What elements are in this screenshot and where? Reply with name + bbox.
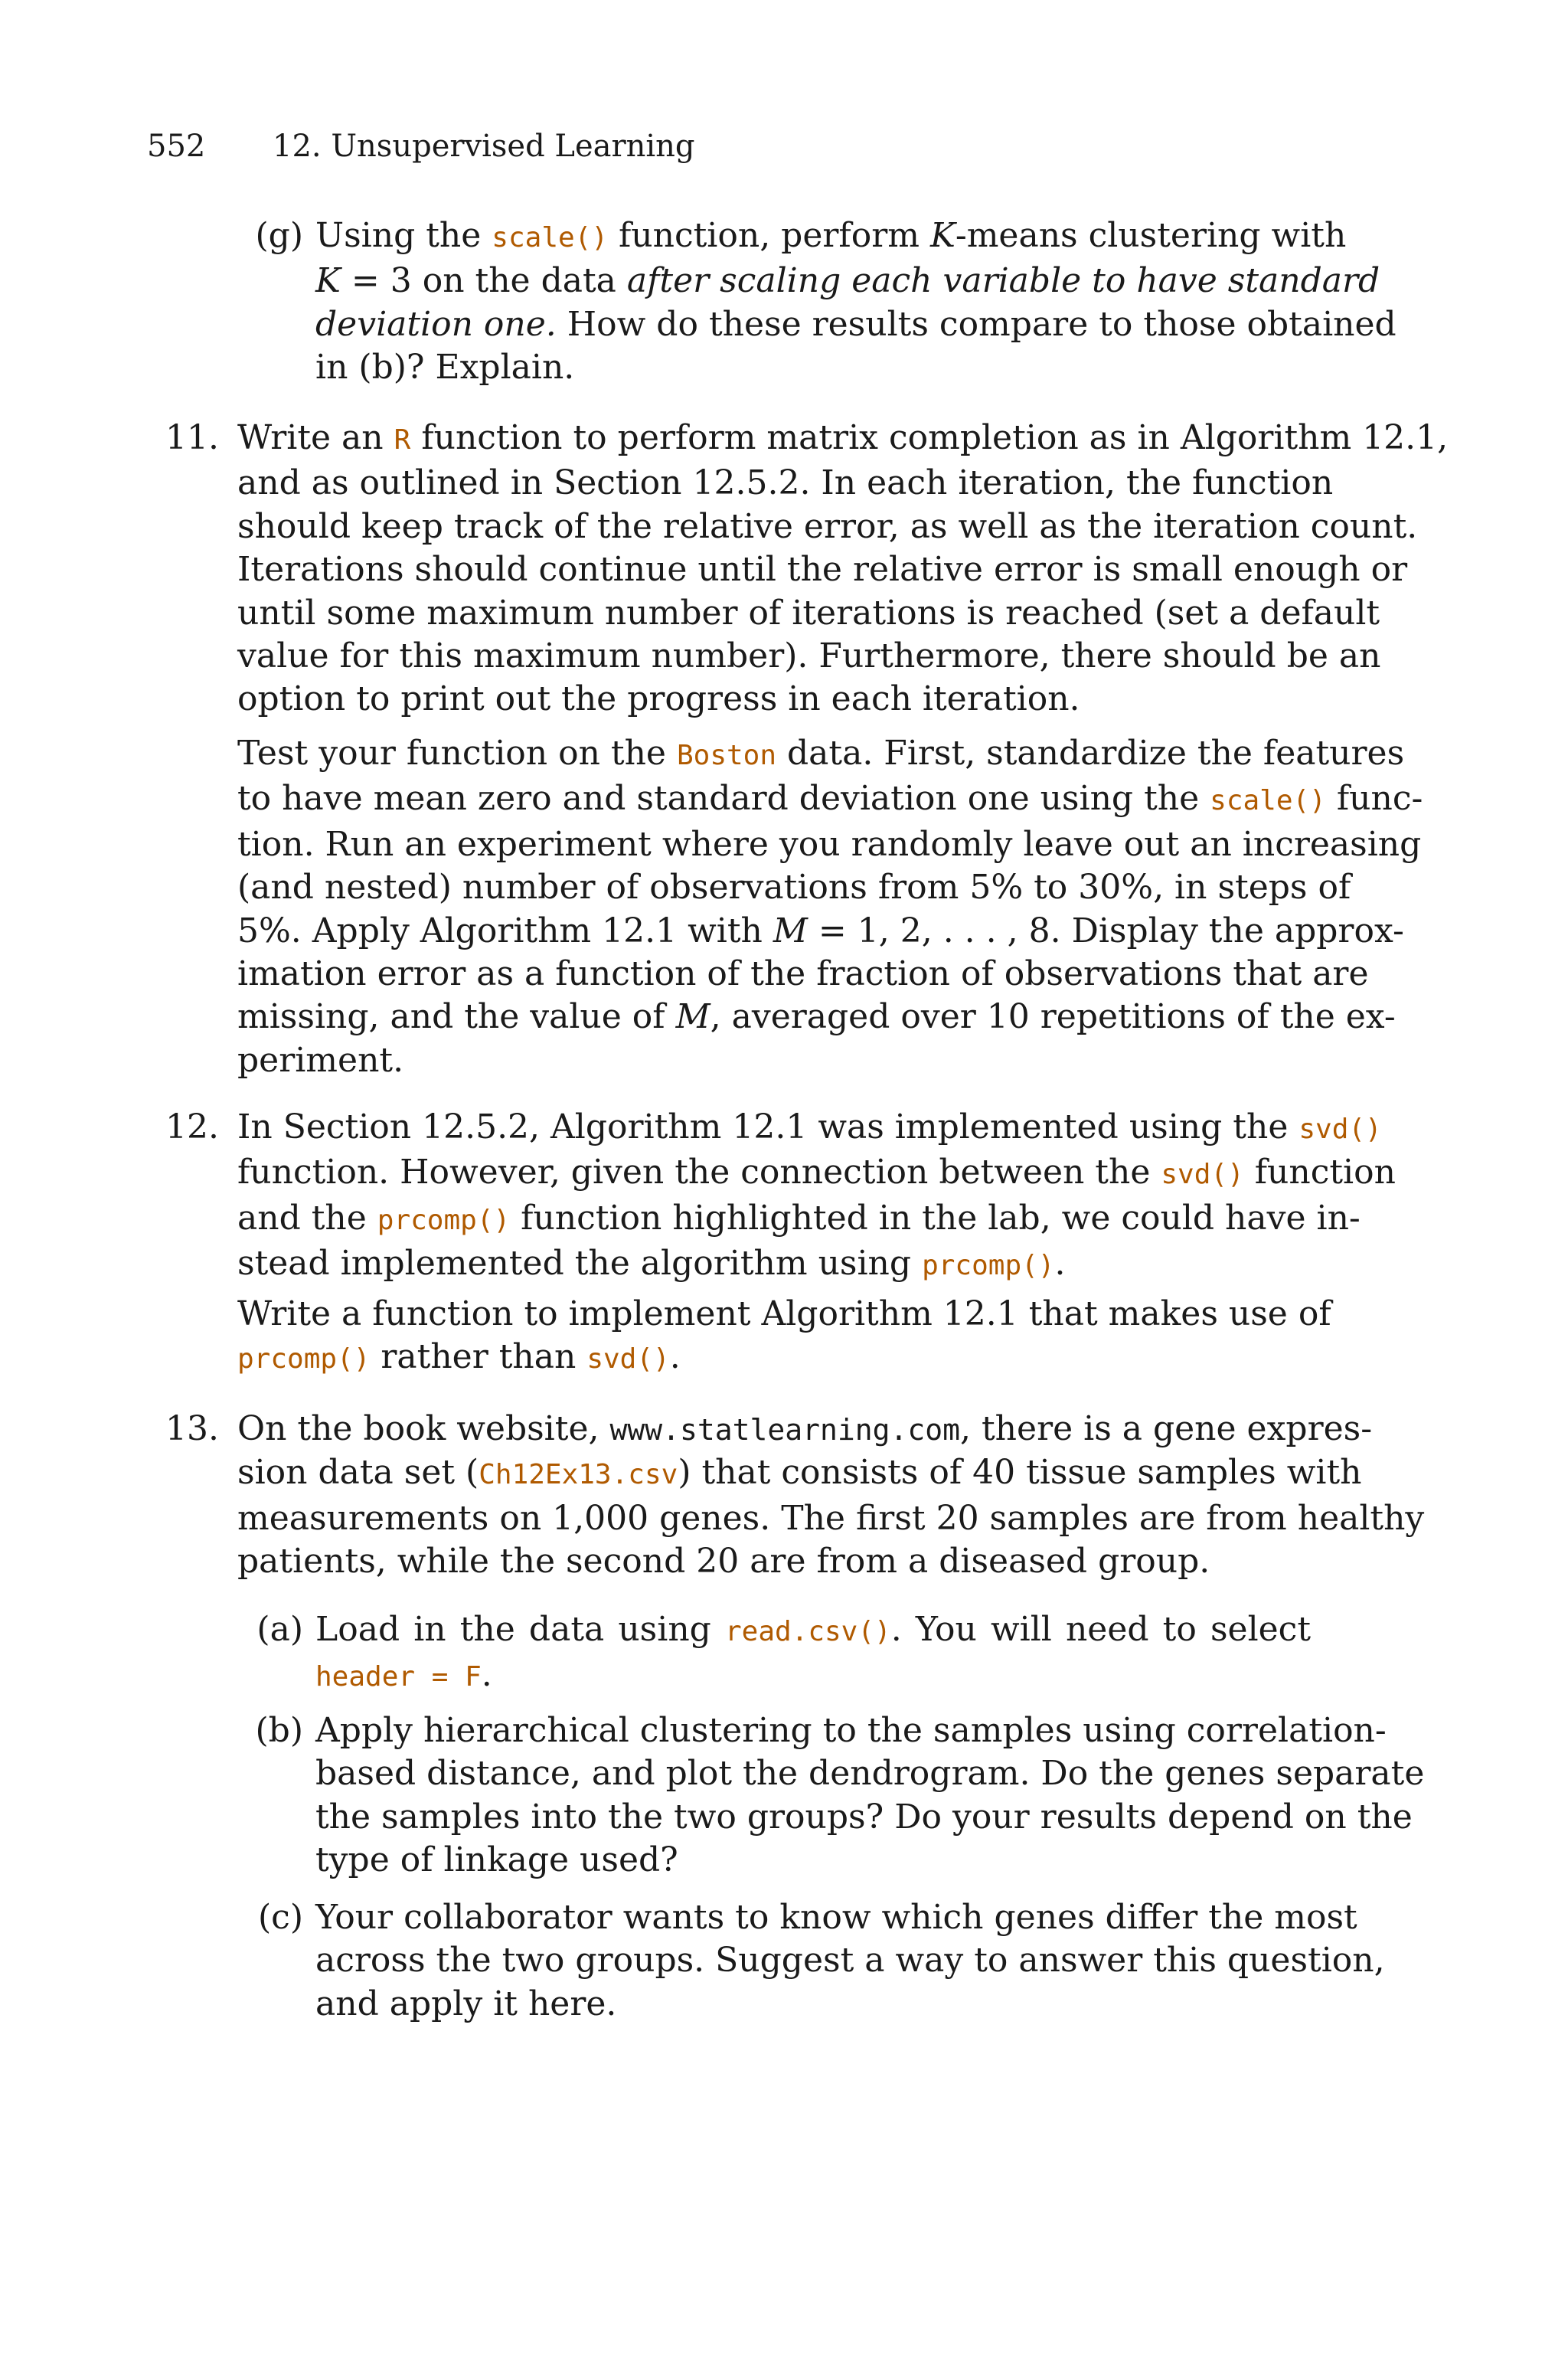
exercise-12-number: 12. bbox=[165, 1107, 219, 1146]
exercise-13b-text: Apply hierarchical clustering to the samples using correlation- based distance, and plot the dendrogram. Do the genes separate the samples into the two groups? Do your results depend on the type of linkage used? bbox=[315, 1711, 1425, 1880]
exercise-13a-text: Load in the data using read.csv(). You will need to select header = F. bbox=[315, 1610, 1312, 1695]
exercise-13c-text: Your collaborator wants to know which genes differ the most across the two groups. Suggest a way to answer this question, and apply it here. bbox=[315, 1898, 1385, 2023]
exercise-11-text: Write an R function to perform matrix completion as in Algorithm 12.1, and as outlined in Section 12.5.2. In each iteration, the function should keep track of the relative error, as well as the iteration count. Iterations should continue until the relative error is small enough or until some maximum number of iterations is reached (set a default value for this maximum number). Furthermore, there should be an option to print out the progress in each iteration. bbox=[237, 418, 1449, 719]
exercise-13a-label: (a) bbox=[256, 1610, 303, 1649]
exercise-11-number: 11. bbox=[165, 418, 219, 457]
item-g-label: (g) bbox=[255, 216, 303, 255]
page-number: 552 bbox=[147, 129, 206, 164]
exercise-13b-label: (b) bbox=[255, 1711, 303, 1750]
exercise-11-text-2: Test your function on the Boston data. First, standardize the features to have mean zero and standard deviation one using the scale() func- tion. Run an experiment where you randomly leave out an increasing (and nested) number of observations from 5% to 30%, in steps of 5%. Apply Algorithm 12.1 with M = 1, 2, . . . , 8. Display the approx- imation error as a function of the fraction of observations that are missing, and the value of M, averaged over 10 repetitions of the ex- periment. bbox=[237, 734, 1423, 1080]
chapter-title: 12. Unsupervised Learning bbox=[273, 129, 695, 164]
exercise-13-number: 13. bbox=[165, 1409, 219, 1448]
exercise-13c-label: (c) bbox=[258, 1898, 303, 1937]
exercise-12-text-2: Write a function to implement Algorithm 12.1 that makes use of prcomp() rather than svd(). bbox=[237, 1294, 1331, 1377]
item-g-text: Using the scale() function, perform K-means clustering with K = 3 on the data after scaling each variable to have standard deviation one. How do these results compare to those obtained in (b)? Explain. bbox=[315, 216, 1396, 388]
exercise-12-text: In Section 12.5.2, Algorithm 12.1 was implemented using the svd() function. However, given the connection between the svd() function and the prcomp() function highlighted in the lab, we could have in- stead implemented the algorithm using prcomp(). bbox=[237, 1107, 1396, 1284]
exercise-13-text: On the book website, www.statlearning.com, there is a gene expres- sion data set (Ch12Ex13.csv) that consists of 40 tissue samples with measurements on 1,000 genes. The first 20 samples are from healthy patients, while the second 20 are from a diseased group. bbox=[237, 1409, 1425, 1582]
